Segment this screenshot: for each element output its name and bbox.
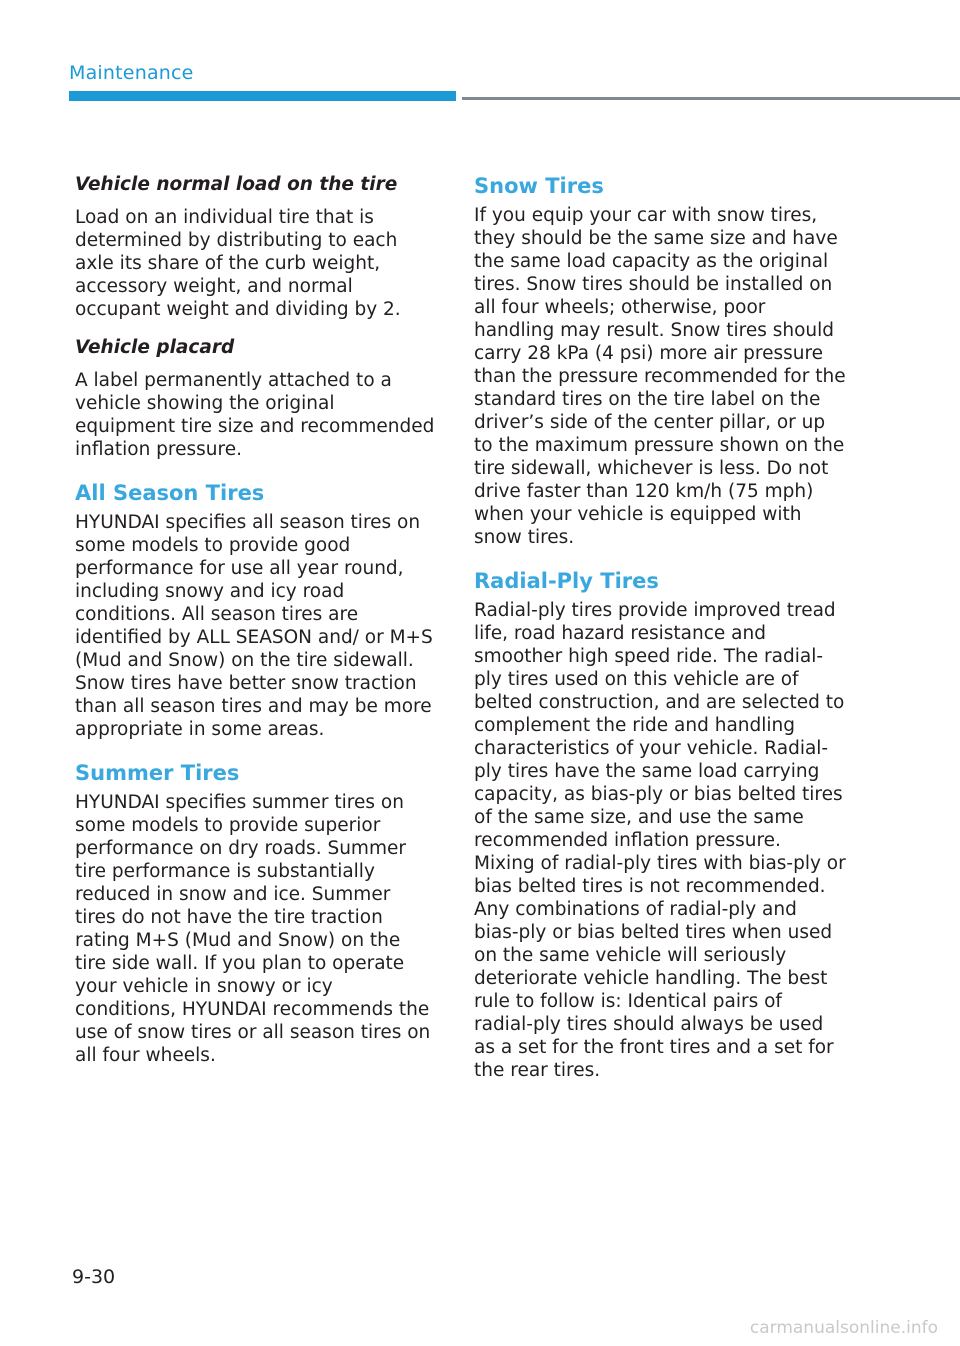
section-title: Maintenance bbox=[69, 62, 194, 84]
all-season-heading: All Season Tires bbox=[75, 481, 265, 505]
normal-load-text: Load on an individual tire that is determined by distributing to each axle its share of the curb weight, accessory weight, and normal occupant weight and dividing by 2. bbox=[75, 207, 401, 320]
summer-heading: Summer Tires bbox=[75, 761, 240, 785]
placard-text: A label permanently attached to a vehicle showing the original equipment tire size and recommended inflation pressure. bbox=[75, 370, 435, 460]
summer-text: HYUNDAI specifies summer tires on some models to provide superior performance on dry roads. Summer tire performance is substantially reduced in snow and ice. Summer tires do not have the tire traction rating M+S (Mud and Snow) on the tire side wall. If you plan to operate your vehicle in snowy or icy conditions, HYUNDAI recommends the use of snow tires or all season tires on all four wheels. bbox=[75, 792, 431, 1066]
placard-title: Vehicle placard bbox=[75, 337, 235, 358]
snow-heading: Snow Tires bbox=[474, 174, 604, 198]
watermark: carmanualsonline.info bbox=[749, 1318, 938, 1338]
radial-heading: Radial-Ply Tires bbox=[474, 569, 659, 593]
normal-load-title: Vehicle normal load on the tire bbox=[75, 174, 398, 195]
right-column bbox=[474, 172, 846, 1096]
all-season-text: HYUNDAI specifies all season tires on some models to provide good performance for use all year round, including snowy and icy road conditions. All season tires are identified by ALL SEASON and/ or M+S (Mud and Snow) on the tire sidewall. Snow tires have better snow traction than all season tires and may be more appropriate in some areas. bbox=[75, 512, 433, 740]
snow-text: If you equip your car with snow tires, they should be the same size and have the same load capacity as the original tires. Snow tires should be installed on all four wheels; otherwise, poor handling may result. Snow tires should carry 28 kPa (4 psi) more air pressure than the pressure recommended for the standard tires on the tire label on the driver’s side of the center pillar, or up to the maximum pressure shown on the tire sidewall, whichever is less. Do not drive faster than 120 km/h (75 mph) when your vehicle is equipped with snow tires. bbox=[474, 205, 846, 548]
header-rule bbox=[462, 97, 960, 100]
page-number: 9-30 bbox=[72, 1266, 116, 1288]
header-accent-bar bbox=[69, 91, 456, 101]
left-column bbox=[75, 172, 435, 1081]
radial-text: Radial-ply tires provide improved tread life, road hazard resistance and smoother high speed ride. The radial-ply tires used on this vehicle are of belted construction, and are selected to complement the ride and handling characteristics of your vehicle. Radial-ply tires have the same load carrying capacity, as bias-ply or bias belted tires of the same size, and use the same recommended inflation pressure. Mixing of radial-ply tires with bias-ply or bias belted tires is not recommended. Any combinations of radial-ply and bias-ply or bias belted tires when used on the same vehicle will seriously deteriorate vehicle handling. The best rule to follow is: Identical pairs of radial-ply tires should always be used as a set for the front tires and a set for the rear tires. bbox=[474, 600, 846, 1081]
